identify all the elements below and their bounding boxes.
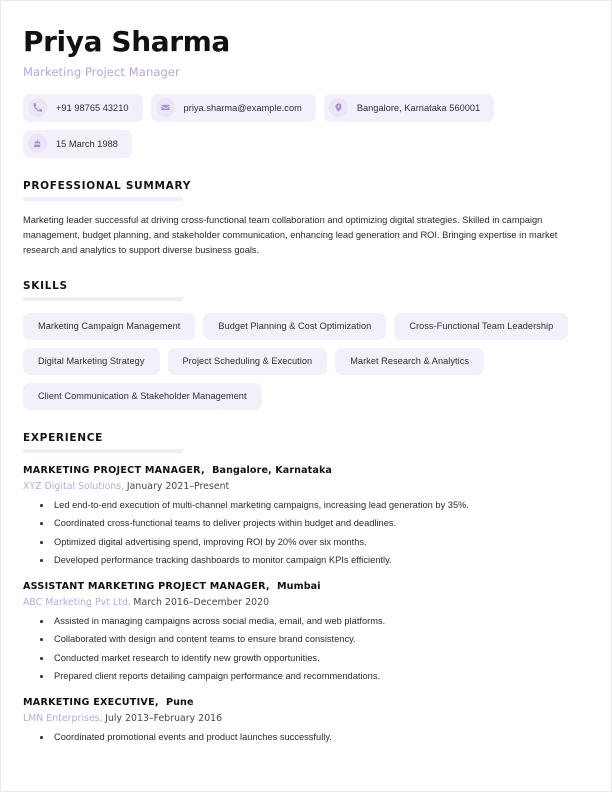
job-role: ASSISTANT MARKETING PROJECT MANAGER, [23,580,270,592]
candidate-name: Priya Sharma [23,25,230,58]
job-dates: March 2016–December 2020 [133,596,270,608]
job-title-separator [159,697,166,708]
birthday-cake-icon [28,134,47,153]
job-role: MARKETING PROJECT MANAGER, [23,464,205,476]
job-bullet: Coordinated promotional events and product launches successfully. [23,731,589,744]
skill-label: Digital Marketing Strategy [38,356,145,367]
contact-chip-row [23,94,589,158]
contact-chip-envelope[interactable] [151,94,316,122]
skill-chip[interactable] [23,313,195,340]
job-bullet-list [23,499,589,568]
job-role: MARKETING EXECUTIVE, [23,696,159,708]
job-dates: July 2013–February 2016 [105,712,223,724]
job-meta-line [23,712,589,725]
section-skills [23,280,589,410]
job-bullet: Prepared client reports detailing campaign performance and recommendations. [23,670,589,683]
section-title-skills: SKILLS [23,279,68,292]
section-underline-accent [23,449,183,453]
job-location: Mumbai [277,580,321,592]
job-title-line [23,697,589,708]
job-title-separator [270,581,277,592]
job-title-line [23,465,589,476]
experience-entry [23,465,589,568]
job-bullet-list [23,615,589,684]
skill-chip[interactable] [394,313,568,340]
section-underline-accent [23,197,183,201]
skill-label: Market Research & Analytics [350,356,469,367]
experience-entry [23,697,589,745]
skill-label: Project Scheduling & Execution [182,356,313,367]
job-title-separator [205,465,212,476]
contact-value: Bangalore, Karnataka 560001 [356,102,481,113]
contact-chip-birthday-cake[interactable] [23,130,132,158]
job-bullet: Optimized digital advertising spend, improving ROI by 20% over six months. [23,536,589,549]
location-pin-icon [329,98,348,117]
job-dates: January 2021–Present [126,480,230,492]
skill-label: Marketing Campaign Management [38,321,181,332]
job-bullet: Conducted market research to identify new growth opportunities. [23,652,589,665]
job-meta-line [23,480,589,493]
job-location: Pune [165,696,194,708]
section-title-experience: EXPERIENCE [23,431,103,444]
job-location: Bangalore, Karnataka [212,464,332,476]
envelope-icon [156,98,175,117]
contact-value: 15 March 1988 [56,138,118,149]
skill-chip[interactable] [335,348,484,375]
skill-label: Budget Planning & Cost Optimization [218,321,372,332]
resume-header [23,1,589,158]
job-title-line [23,581,589,592]
summary-text: Marketing leader successful at driving cross-functional team collaboration and optimizing digital strategies. Skilled in campaign management, budget planning, and stakeholder communication, enhancing lead generation and ROI. Bringing expertise in market research and analytics to support diverse business goals. [23,214,558,255]
section-experience [23,432,589,744]
contact-value: priya.sharma@example.com [183,102,302,113]
job-company: XYZ Digital Solutions, [23,480,125,492]
section-professional-summary [23,180,589,258]
contact-chip-location-pin[interactable] [324,94,494,122]
job-bullet: Collaborated with design and content teams to ensure brand consistency. [23,633,589,646]
contact-value: +91 98765 43210 [56,102,129,113]
candidate-job-title: Marketing Project Manager [23,64,180,79]
experience-entry [23,581,589,684]
section-underline-accent [23,297,183,301]
job-meta-line [23,596,589,609]
section-title-summary: PROFESSIONAL SUMMARY [23,179,192,192]
skill-label: Client Communication & Stakeholder Management [38,391,247,402]
job-bullet-list [23,731,589,744]
job-bullet: Assisted in managing campaigns across social media, email, and web platforms. [23,615,589,628]
skill-chip[interactable] [168,348,328,375]
skill-chip[interactable] [203,313,386,340]
skill-chip[interactable] [23,383,262,410]
job-company: LMN Enterprises, [23,712,103,724]
job-company: ABC Marketing Pvt Ltd, [23,596,131,608]
skill-label: Cross-Functional Team Leadership [409,321,554,332]
contact-chip-phone[interactable] [23,94,143,122]
job-bullet: Led end-to-end execution of multi-channel marketing campaigns, increasing lead generation by 35%. [23,499,589,512]
skill-chip[interactable] [23,348,160,375]
experience-list [23,465,589,744]
phone-icon [28,98,47,117]
job-bullet: Coordinated cross-functional teams to deliver projects within budget and deadlines. [23,517,589,530]
job-bullet: Developed performance tracking dashboards to monitor campaign KPIs efficiently. [23,554,589,567]
skills-chip-list [23,313,579,410]
